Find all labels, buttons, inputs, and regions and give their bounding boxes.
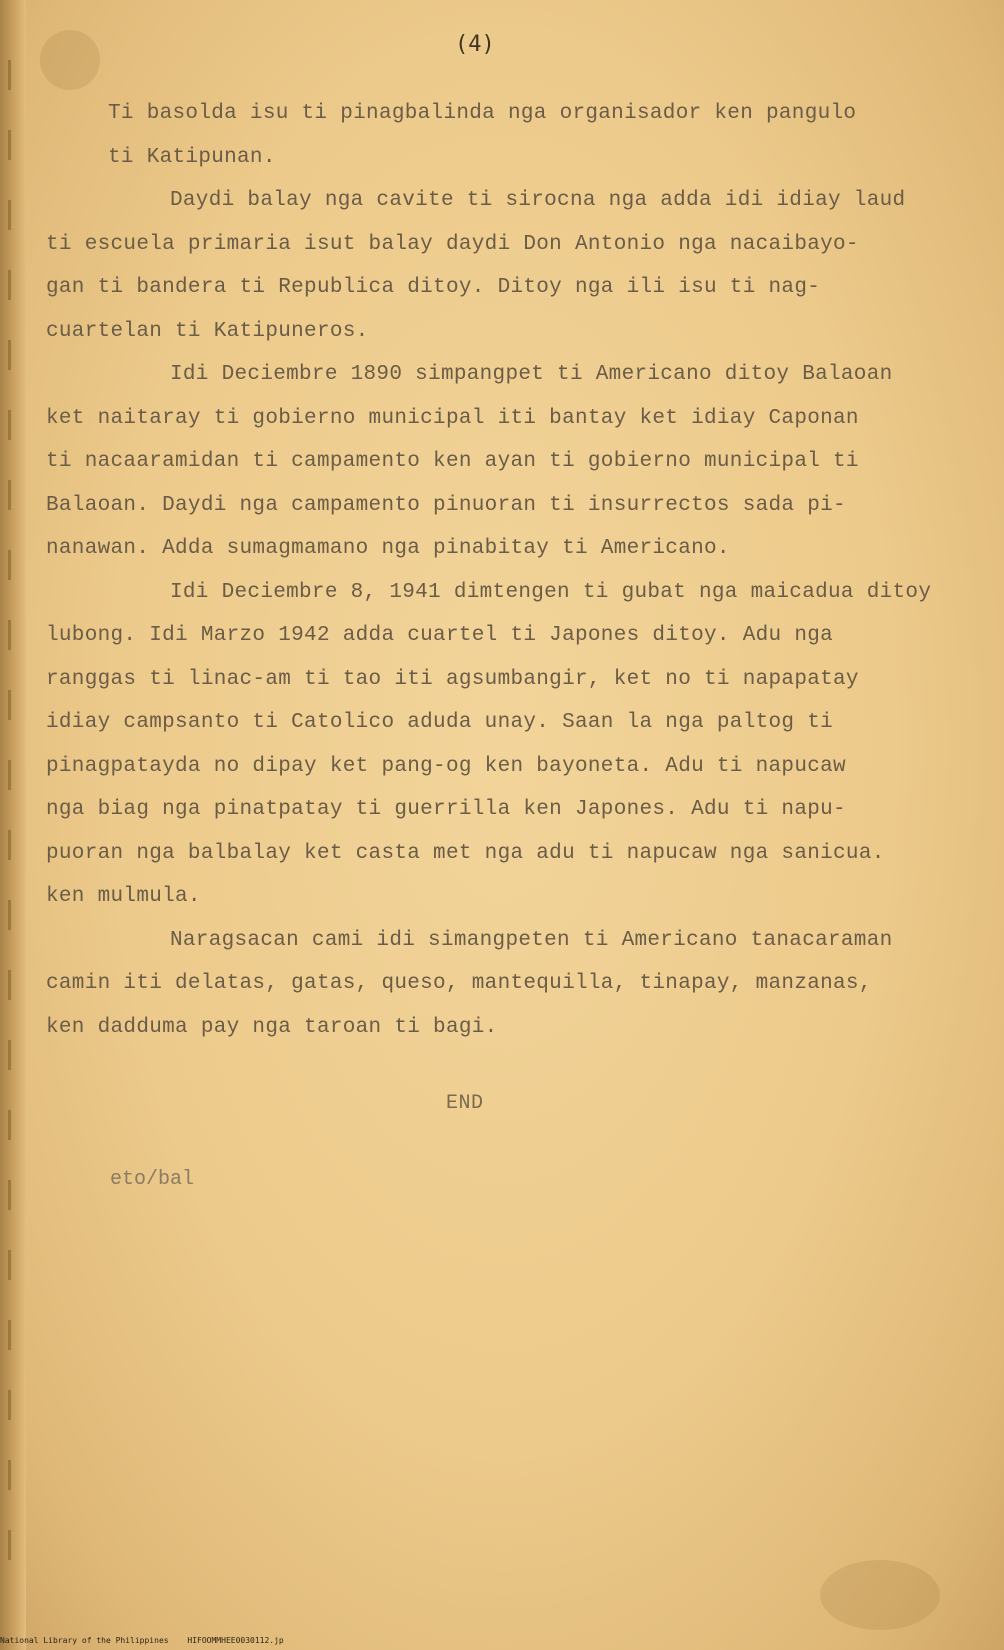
text-line: Naragsacan cami idi simangpeten ti Americano tanacaraman [170, 928, 893, 952]
text-line: gan ti bandera ti Republica ditoy. Ditoy nga ili isu ti nag- [46, 276, 821, 299]
paragraph-3 [46, 353, 968, 571]
text-line: nga biag nga pinatpatay ti guerrilla ken Japones. Adu ti napu- [46, 798, 846, 821]
archive-footer [0, 1636, 1004, 1650]
text-line: Ti basolda isu ti pinagbalinda nga organisador ken pangulo [108, 102, 857, 125]
text-line: Daydi balay nga cavite ti sirocna nga adda idi idiay laud [170, 189, 906, 212]
text-line: ti nacaaramidan ti campamento ken ayan ti gobierno municipal ti [46, 450, 859, 473]
text-line: pinagpatayda no dipay ket pang-og ken bayoneta. Adu ti napucaw [46, 754, 846, 778]
text-line: ket naitaray ti gobierno municipal iti bantay ket idiay Caponan [46, 406, 859, 430]
document-body [46, 92, 968, 1049]
typist-initials: eto/bal [110, 1168, 195, 1191]
text-line: ti escuela primaria isut balay daydi Don Antonio nga nacaibayo- [46, 232, 859, 256]
text-line: Idi Deciembre 8, 1941 dimtengen ti gubat nga maicadua ditoy [170, 580, 932, 604]
paper-stain [40, 30, 100, 90]
text-line: cuartelan ti Katipuneros. [46, 319, 369, 343]
text-line: ken mulmula. [46, 885, 201, 908]
text-line: ti Katipunan. [108, 145, 276, 169]
text-line: puoran nga balbalay ket casta met nga adu ti napucaw nga sanicua. [46, 841, 885, 865]
page-binding-edge [0, 0, 26, 1650]
footer-code: HIFOOMMHEE0030112.jp [187, 1636, 284, 1645]
text-line: Balaoan. Daydi nga campamento pinuoran ti insurrectos sada pi- [46, 493, 846, 517]
end-mark: END [446, 1092, 484, 1115]
paragraph-1 [108, 92, 968, 179]
paper-stain [820, 1560, 940, 1630]
paragraph-5 [46, 919, 968, 1050]
paragraph-2 [46, 179, 968, 353]
page-number: (4) [455, 32, 495, 57]
text-line: nanawan. Adda sumagmamano nga pinabitay ti Americano. [46, 537, 730, 560]
text-line: camin iti delatas, gatas, queso, mantequilla, tinapay, manzanas, [46, 972, 872, 995]
text-line: lubong. Idi Marzo 1942 adda cuartel ti Japones ditoy. Adu nga [46, 624, 834, 647]
paragraph-4 [46, 571, 968, 919]
text-line: idiay campsanto ti Catolico aduda unay. Saan la nga paltog ti [46, 711, 834, 734]
text-line: Idi Deciembre 1890 simpangpet ti Americano ditoy Balaoan [170, 363, 893, 386]
text-line: ken dadduma pay nga taroan ti bagi. [46, 1015, 498, 1039]
footer-source: National Library of the Philippines [0, 1636, 169, 1645]
text-line: ranggas ti linac-am ti tao iti agsumbangir, ket no ti napapatay [46, 667, 859, 691]
